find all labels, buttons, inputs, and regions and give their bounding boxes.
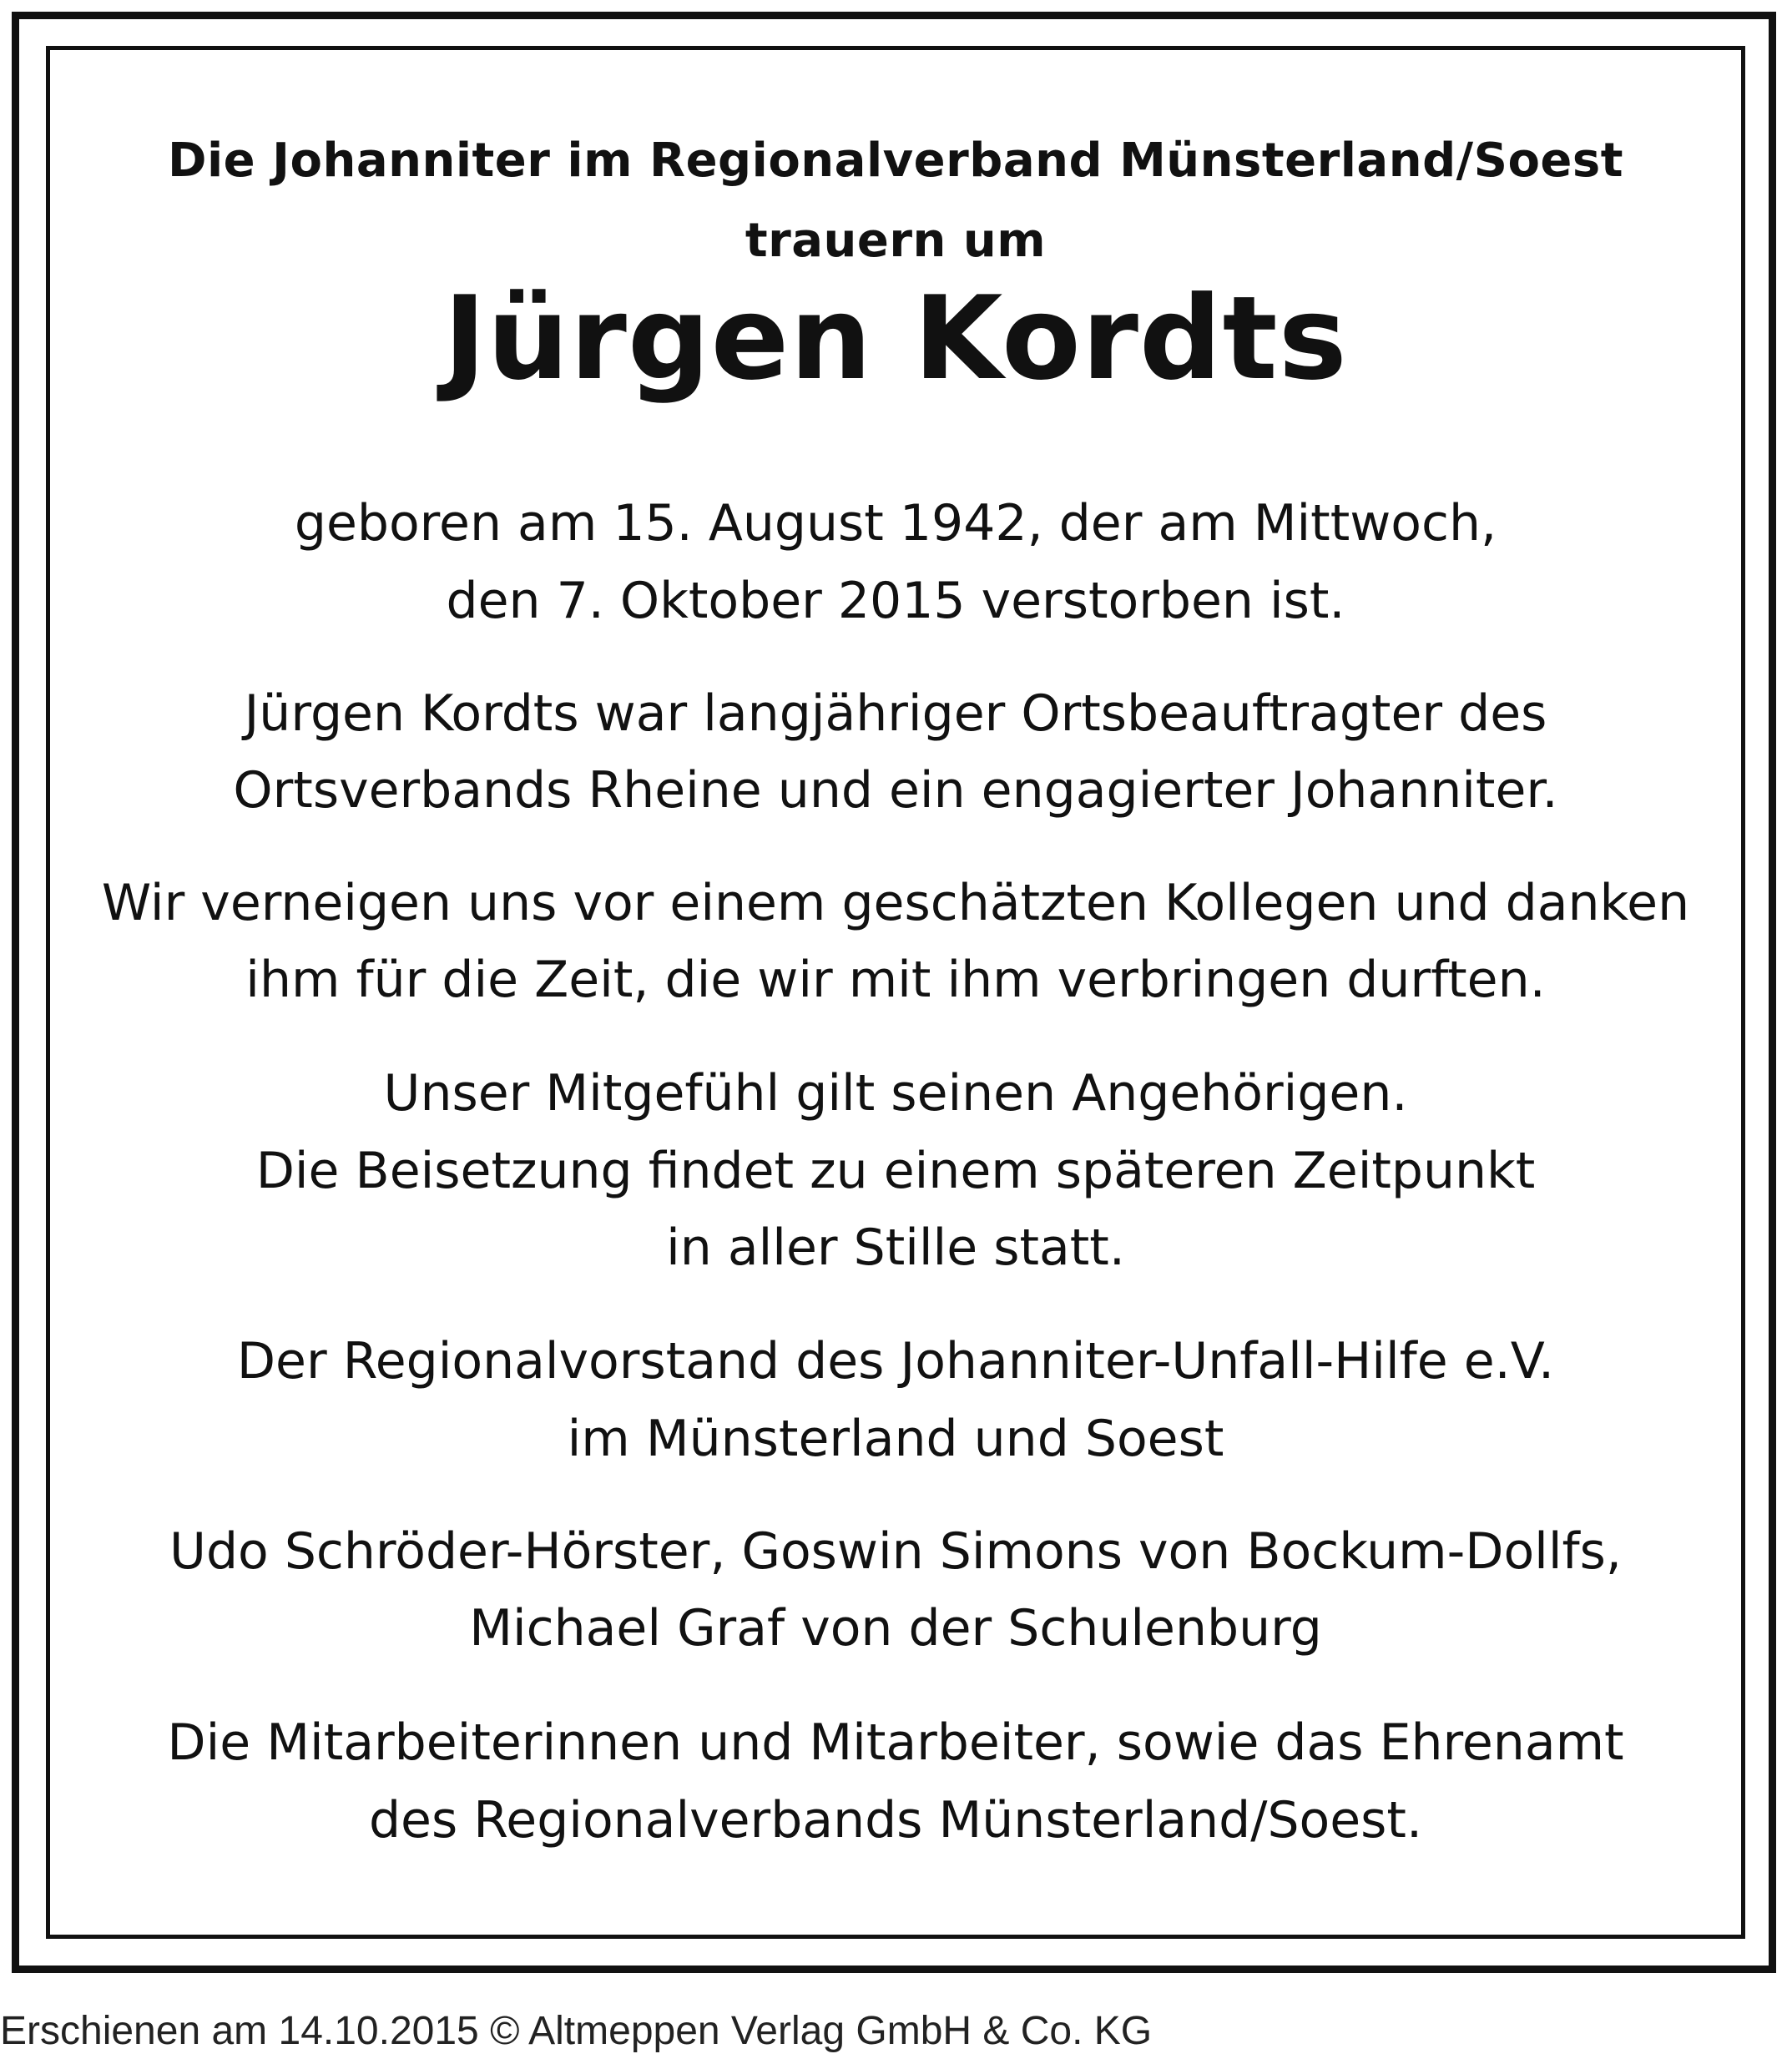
gratitude-line-1: Wir verneigen uns vor einem geschätzten Kollegen und danken: [101, 874, 1690, 932]
signatories-line-2: Michael Graf von der Schulenburg: [469, 1599, 1322, 1658]
role-line-2: Ortsverbands Rheine und ein engagierter Johanniter.: [233, 761, 1558, 820]
staff-line-2: des Regionalverbands Münsterland/Soest.: [368, 1791, 1423, 1849]
sympathy-line-2: Die Beisetzung findet zu einem späteren Zeitpunkt: [255, 1142, 1536, 1200]
birth-death-line-1: geboren am 15. August 1942, der am Mittwoch,: [294, 494, 1497, 553]
obituary-notice: [50, 50, 1741, 1935]
gratitude-line-2: ihm für die Zeit, die wir mit ihm verbringen durften.: [245, 951, 1546, 1009]
board-line-1: Der Regionalvorstand des Johanniter-Unfall-Hilfe e.V.: [236, 1332, 1555, 1390]
publication-footer: Erschienen am 14.10.2015 © Altmeppen Verlag GmbH & Co. KG: [0, 2009, 1153, 2053]
header-line-organization: Die Johanniter im Regionalverband Münsterland/Soest: [167, 134, 1624, 188]
signatories-line-1: Udo Schröder-Hörster, Goswin Simons von Bockum-Dollfs,: [169, 1522, 1622, 1581]
deceased-name: Jürgen Kordts: [443, 271, 1348, 406]
staff-line-1: Die Mitarbeiterinnen und Mitarbeiter, sowie das Ehrenamt: [167, 1713, 1624, 1772]
birth-death-line-2: den 7. Oktober 2015 verstorben ist.: [446, 572, 1345, 630]
role-line-1: Jürgen Kordts war langjähriger Ortsbeauftragter des: [244, 684, 1547, 743]
header-line-mourning: trauern um: [745, 214, 1047, 268]
board-line-2: im Münsterland und Soest: [567, 1410, 1224, 1468]
sympathy-line-1: Unser Mitgefühl gilt seinen Angehörigen.: [383, 1064, 1408, 1123]
sympathy-line-3: in aller Stille statt.: [666, 1219, 1125, 1277]
